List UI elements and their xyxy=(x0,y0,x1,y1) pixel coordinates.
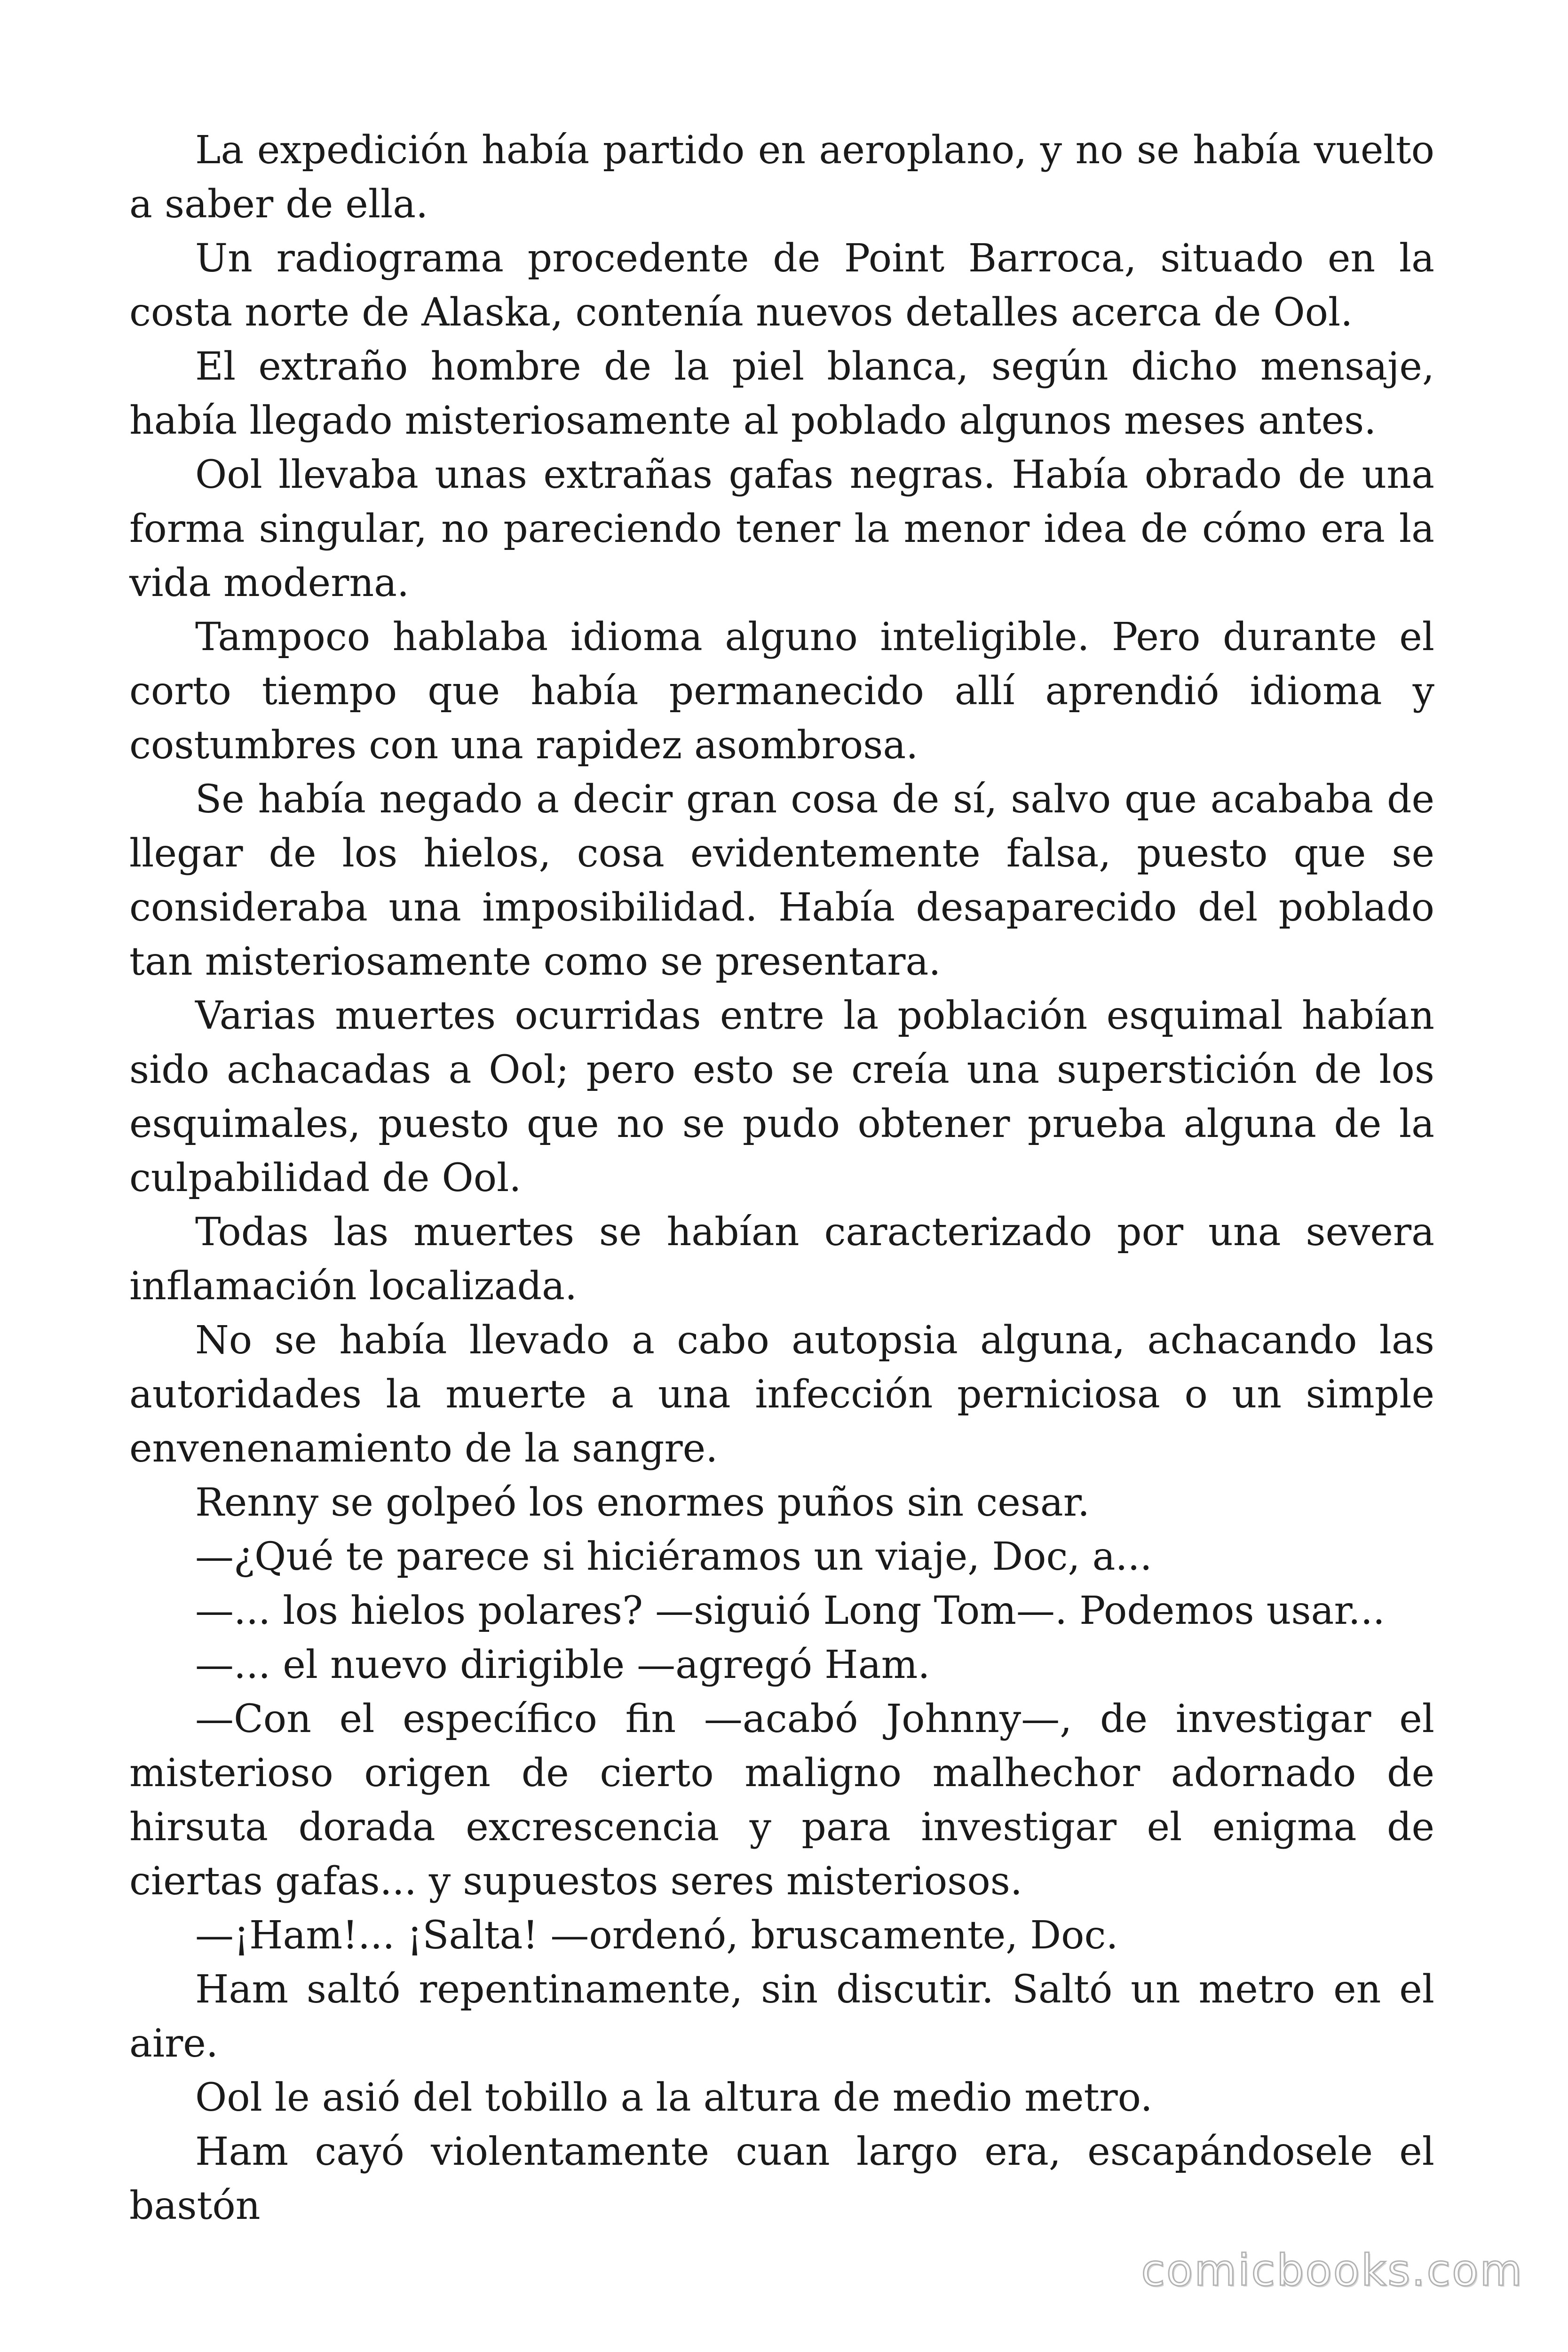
paragraph: El extraño hombre de la piel blanca, según dicho mensaje, había llegado misteriosamente al poblado algunos meses antes. xyxy=(129,344,1434,443)
paragraph: Varias muertes ocurridas entre la población esquimal habían sido achacadas a Ool; pero esto se creía una superstición de los esquimales, puesto que no se pudo obtener prueba alguna de la culpabilidad de Ool. xyxy=(129,993,1434,1200)
book-page-text xyxy=(129,123,1434,2233)
paragraph: —¡Ham!... ¡Salta! —ordenó, bruscamente, Doc. xyxy=(195,1913,1118,1958)
paragraph: No se había llevado a cabo autopsia alguna, achacando las autoridades la muerte a una infección perniciosa o un simple envenenamiento de la sangre. xyxy=(129,1318,1434,1471)
paragraph: Ool llevaba unas extrañas gafas negras. Había obrado de una forma singular, no pareciendo tener la menor idea de cómo era la vida moderna. xyxy=(129,453,1434,605)
paragraph: —... el nuevo dirigible —agregó Ham. xyxy=(195,1643,930,1687)
paragraph: —... los hielos polares? —siguió Long Tom—. Podemos usar... xyxy=(195,1589,1385,1633)
paragraph: Tampoco hablaba idioma alguno inteligible. Pero durante el corto tiempo que había permanecido allí aprendió idioma y costumbres con una rapidez asombrosa. xyxy=(129,615,1434,768)
paragraph: Ham cayó violentamente cuan largo era, escapándosele el bastón xyxy=(129,2130,1434,2228)
paragraph: Se había negado a decir gran cosa de sí, salvo que acababa de llegar de los hielos, cosa evidentemente falsa, puesto que se consideraba una imposibilidad. Había desaparecido del poblado tan misteriosamente como se presentara. xyxy=(129,777,1434,984)
paragraph: Ham saltó repentinamente, sin discutir. Saltó un metro en el aire. xyxy=(129,1967,1434,2066)
paragraph: Un radiograma procedente de Point Barroca, situado en la costa norte de Alaska, contenía nuevos detalles acerca de Ool. xyxy=(129,236,1434,335)
paragraph: Ool le asió del tobillo a la altura de medio metro. xyxy=(195,2075,1153,2120)
paragraph: —Con el específico fin —acabó Johnny—, de investigar el misterioso origen de cierto maligno malhechor adornado de hirsuta dorada excrescencia y para investigar el enigma de ciertas gafas... y supuestos seres misteriosos. xyxy=(129,1697,1434,1904)
paragraph: Renny se golpeó los enormes puños sin cesar. xyxy=(195,1480,1090,1525)
watermark: comicbooks.com xyxy=(1141,2245,1523,2296)
paragraph: Todas las muertes se habían caracterizado por una severa inflamación localizada. xyxy=(129,1210,1434,1309)
paragraph: —¿Qué te parece si hiciéramos un viaje, Doc, a... xyxy=(195,1534,1152,1579)
paragraph: La expedición había partido en aeroplano, y no se había vuelto a saber de ella. xyxy=(129,128,1434,227)
